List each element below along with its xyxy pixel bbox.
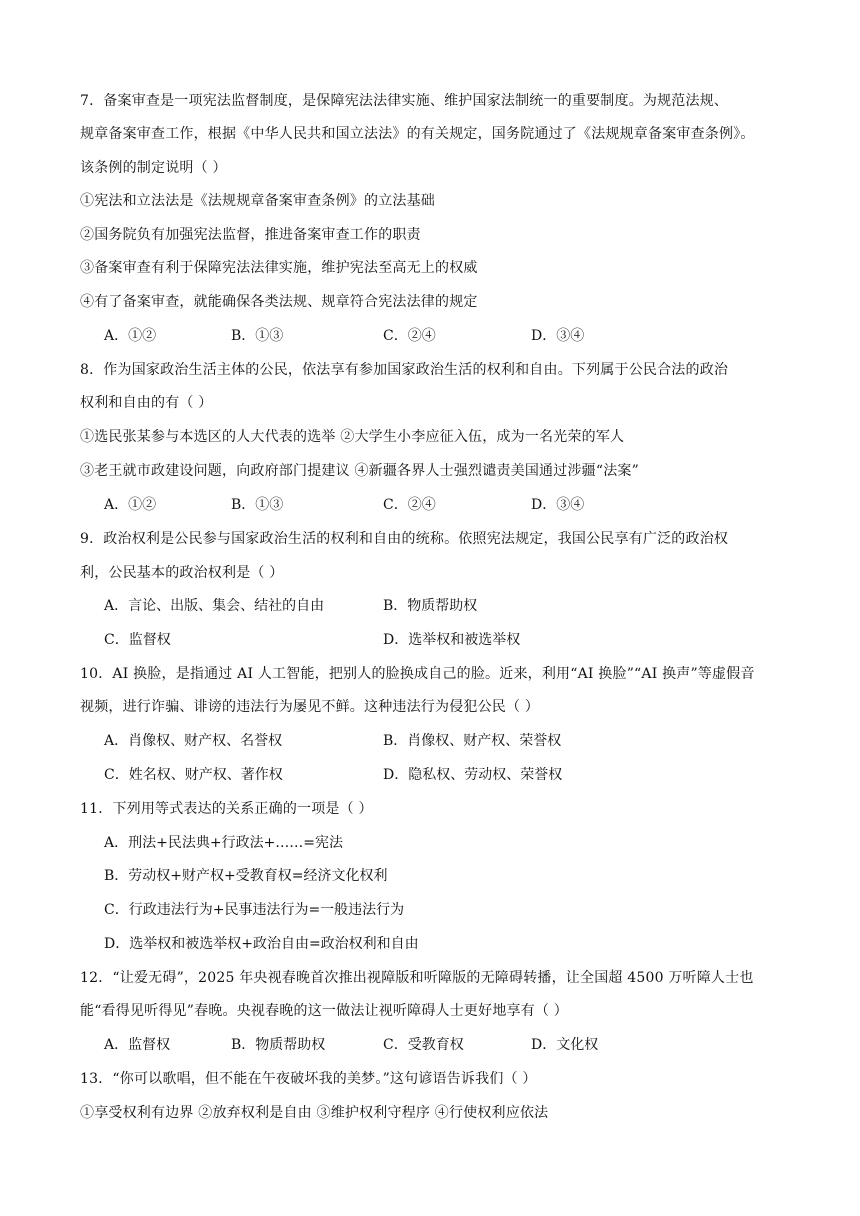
- q8-items-line-2: ③老王就市政建设问题，向政府部门提建议 ④新疆各界人士强烈谴责美国通过涉疆“法案”: [80, 463, 639, 479]
- q12-option-c: C．受教育权: [383, 1037, 464, 1053]
- q12-stem-line-1: 12．“让爱无碍”，2025 年央视春晚首次推出视障版和听障版的无障碍转播，让全国超 4500 万听障人士也: [80, 970, 754, 986]
- q9-option-b: B．物质帮助权: [383, 598, 478, 614]
- q11-option-d: D．选举权和被选举权+政治自由=政治权利和自由: [104, 936, 419, 952]
- q8-stem-line-1: 8．作为国家政治生活主体的公民，依法享有参加国家政治生活的权利和自由。下列属于公民合法的政治: [80, 362, 729, 378]
- q8-option-a: A．①②: [104, 497, 157, 513]
- q12-option-a: A．监督权: [104, 1037, 171, 1053]
- q7-option-d: D．③④: [531, 328, 585, 344]
- q7-item-4: ④有了备案审查，就能确保各类法规、规章符合宪法法律的规定: [80, 294, 478, 310]
- q8-option-d: D．③④: [531, 497, 585, 513]
- q13-items-line: ①享受权利有边界 ②放弃权利是自由 ③维护权利守程序 ④行使权利应依法: [80, 1105, 549, 1121]
- q13-stem: 13．“你可以歌唱，但不能在午夜破坏我的美梦。”这句谚语告诉我们（ ）: [80, 1071, 537, 1087]
- q9-stem-line-2: 利，公民基本的政治权利是（ ）: [80, 565, 284, 581]
- q10-option-d: D．隐私权、劳动权、荣誉权: [383, 767, 563, 783]
- q10-option-c: C．姓名权、财产权、著作权: [104, 767, 283, 783]
- q10-option-b: B．肖像权、财产权、荣誉权: [383, 733, 562, 749]
- q8-option-b: B．①③: [231, 497, 284, 513]
- q9-option-d: D．选举权和被选举权: [383, 632, 521, 648]
- q12-option-d: D．文化权: [531, 1037, 599, 1053]
- q11-option-b: B．劳动权+财产权+受教育权=经济文化权利: [104, 868, 388, 884]
- q7-item-3: ③备案审查有利于保障宪法法律实施，维护宪法至高无上的权威: [80, 260, 478, 276]
- q7-stem-line-3: 该条例的制定说明（ ）: [80, 160, 227, 176]
- q7-stem-line-2: 规章备案审查工作，根据《中华人民共和国立法法》的有关规定，国务院通过了《法规规章备案审查条例》。: [80, 126, 755, 142]
- q8-items-line-1: ①选民张某参与本选区的人大代表的选举 ②大学生小李应征入伍，成为一名光荣的军人: [80, 429, 625, 445]
- q11-option-c: C．行政违法行为+民事违法行为=一般违法行为: [104, 902, 405, 918]
- q11-option-a: A．刑法+民法典+行政法+……=宪法: [104, 835, 344, 851]
- q7-stem-line-1: 7．备案审查是一项宪法监督制度，是保障宪法法律实施、维护国家法制统一的重要制度。为规范法规、: [80, 93, 729, 109]
- q9-option-a: A．言论、出版、集会、结社的自由: [104, 598, 325, 614]
- q8-option-c: C．②④: [383, 497, 436, 513]
- q9-stem-line-1: 9．政治权利是公民参与国家政治生活的权利和自由的统称。依照宪法规定，我国公民享有广泛的政治权: [80, 531, 729, 547]
- q7-option-a: A．①②: [104, 328, 157, 344]
- q10-stem-line-2: 视频，进行诈骗、诽谤的违法行为屡见不鲜。这种违法行为侵犯公民（ ）: [80, 699, 540, 715]
- q8-stem-line-2: 权利和自由的有（ ）: [80, 395, 213, 411]
- q10-option-a: A．肖像权、财产权、名誉权: [104, 733, 283, 749]
- q10-stem-line-1: 10．AI 换脸，是指通过 AI 人工智能，把别人的脸换成自己的脸。近来，利用“AI 换脸”“AI 换声”等虚假音: [80, 666, 755, 682]
- q7-option-b: B．①③: [231, 328, 284, 344]
- q7-item-2: ②国务院负有加强宪法监督，推进备案审查工作的职责: [80, 227, 421, 243]
- q7-option-c: C．②④: [383, 328, 436, 344]
- q9-option-c: C．监督权: [104, 632, 171, 648]
- q12-option-b: B．物质帮助权: [231, 1037, 326, 1053]
- q12-stem-line-2: 能“看得见听得见”春晚。央视春晚的这一做法让视听障碍人士更好地享有（ ）: [80, 1003, 568, 1019]
- q11-stem: 11．下列用等式表达的关系正确的一项是（ ）: [80, 801, 373, 817]
- q7-item-1: ①宪法和立法法是《法规规章备案审查条例》的立法基础: [80, 193, 435, 209]
